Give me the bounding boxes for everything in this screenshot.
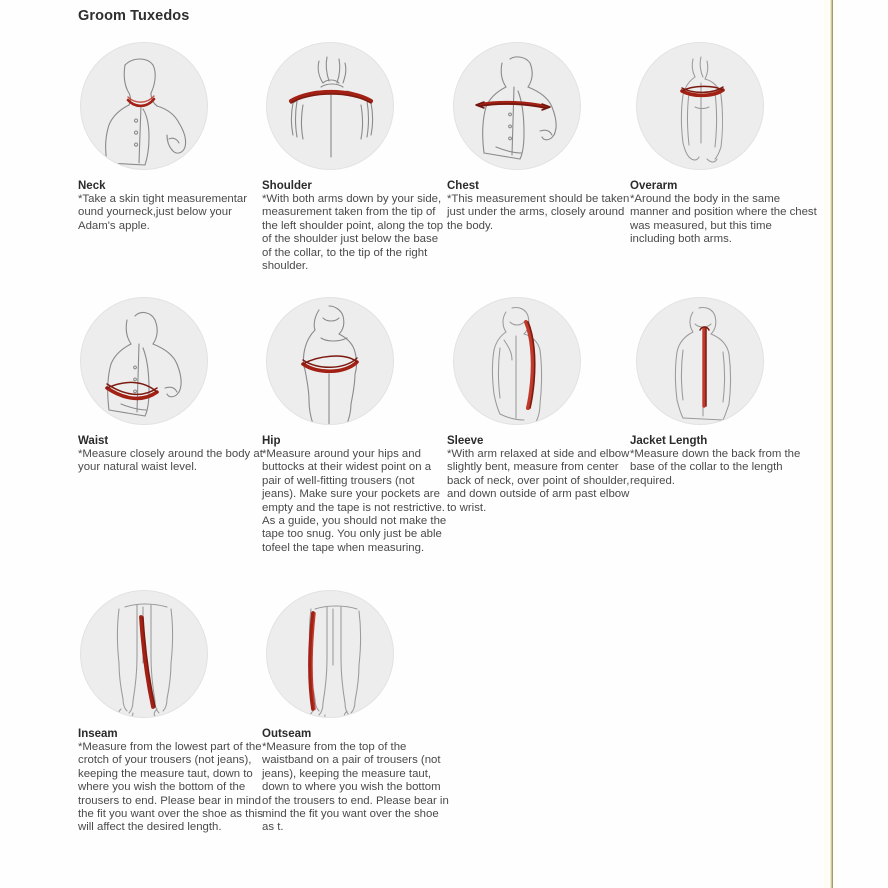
measurement-label: Chest bbox=[447, 180, 479, 192]
overarm-measurement-illustration bbox=[636, 42, 764, 170]
measurement-card-chest bbox=[447, 42, 635, 233]
measurement-description: *Measure from the top of the waistband on a pair of trousers (not jeans), keeping the measure taut, down to where you wish the bottom of the trousers to end. Please bear in mind the fit you want over the shoe as t. bbox=[262, 741, 449, 834]
measurement-label: Outseam bbox=[262, 728, 312, 740]
inseam-measurement-illustration bbox=[80, 590, 208, 718]
page-right-border-rule bbox=[830, 0, 833, 888]
shoulder-measurement-illustration bbox=[266, 42, 394, 170]
sleeve-measurement-illustration bbox=[453, 297, 581, 425]
measurement-description: *Measure closely around the body at your natural waist level. bbox=[78, 448, 263, 474]
overarm-illustration-wrap bbox=[636, 42, 766, 172]
neck-measurement-illustration bbox=[80, 42, 208, 170]
page-title: Groom Tuxedos bbox=[78, 8, 190, 24]
chest-measurement-illustration bbox=[453, 42, 581, 170]
measurement-description: *Measure from the lowest part of the crotch of your trousers (not jeans), keeping the measure taut, down to where you wish the bottom of the trousers to end. Please bear in mind the fit you want over the shoe as this will affect the desired length. bbox=[78, 741, 263, 834]
waist-illustration-wrap bbox=[80, 297, 210, 427]
neck-illustration-wrap bbox=[80, 42, 210, 172]
measurement-label: Overarm bbox=[630, 180, 678, 192]
measurement-card-inseam bbox=[78, 590, 266, 835]
measurement-card-outseam bbox=[262, 590, 450, 835]
hip-measurement-illustration bbox=[266, 297, 394, 425]
waist-measurement-illustration bbox=[80, 297, 208, 425]
measurement-card-sleeve bbox=[447, 297, 635, 515]
measurement-label: Inseam bbox=[78, 728, 118, 740]
jacket-length-illustration-wrap bbox=[636, 297, 766, 427]
outseam-measurement-illustration bbox=[266, 590, 394, 718]
measurement-card-hip bbox=[262, 297, 450, 555]
measurement-card-overarm bbox=[630, 42, 818, 247]
shoulder-illustration-wrap bbox=[266, 42, 396, 172]
measurement-description: *This measurement should be taken just under the arms, closely around the body. bbox=[447, 193, 630, 232]
measurement-label: Shoulder bbox=[262, 180, 312, 192]
measurement-card-neck bbox=[78, 42, 266, 233]
sleeve-illustration-wrap bbox=[453, 297, 583, 427]
measurement-card-waist bbox=[78, 297, 266, 475]
measurement-label: Waist bbox=[78, 435, 109, 447]
chest-illustration-wrap bbox=[453, 42, 583, 172]
measurement-label: Jacket Length bbox=[630, 435, 708, 447]
measurement-description: *Around the body in the same manner and position where the chest was measured, but this time including both arms. bbox=[630, 193, 817, 246]
measurement-label: Sleeve bbox=[447, 435, 484, 447]
measurement-label: Neck bbox=[78, 180, 106, 192]
measurement-description: *Take a skin tight measurementar ound yourneck,just below your Adam's apple. bbox=[78, 193, 248, 232]
outseam-illustration-wrap bbox=[266, 590, 396, 720]
measurement-description: *Measure around your hips and buttocks at their widest point on a pair of well-fitting trousers (not jeans). Make sure your pockets are empty and the tape is not restrictive. As a guide, you should not make the tape too snug. You only just be able tofeel the tape when measuring. bbox=[262, 448, 447, 554]
measurement-description: *Measure down the back from the base of the collar to the length required. bbox=[630, 448, 801, 487]
jacket-length-measurement-illustration bbox=[636, 297, 764, 425]
inseam-illustration-wrap bbox=[80, 590, 210, 720]
measurement-label: Hip bbox=[262, 435, 281, 447]
measurement-description: *With arm relaxed at side and elbow slightly bent, measure from center back of neck, over point of shoulder, and down outside of arm past elbow to wrist. bbox=[447, 448, 630, 514]
measurement-description: *With both arms down by your side, measurement taken from the tip of the left shoulder point, along the top of the shoulder just below the base of the collar, to the tip of the right shoulder. bbox=[262, 193, 444, 273]
hip-illustration-wrap bbox=[266, 297, 396, 427]
measurement-card-shoulder bbox=[262, 42, 450, 273]
measurement-card-jacket-length bbox=[630, 297, 818, 488]
